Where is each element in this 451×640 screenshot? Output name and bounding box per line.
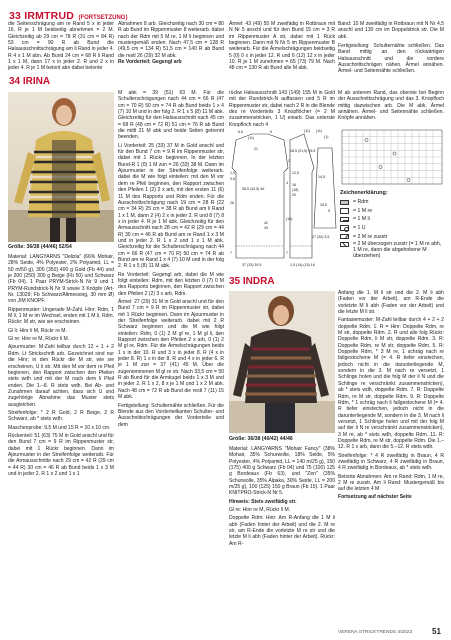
schem-label-2: 9	[270, 130, 272, 134]
page-header	[9, 6, 309, 20]
legend-label-u: = 1 U	[353, 225, 366, 232]
legend-label-rdm: = Rdm	[353, 199, 369, 206]
schem-label-12: (1)	[324, 135, 329, 139]
indra-betonte-abnahmen: Betonte Abnahmen: Am re Rand: Rdm, 1 M re, 2 M re zusstr. Am li Rand: Mustergemäß bis auf die letzten 4 M	[338, 473, 444, 493]
irina-size-caption: Größe: 36/38 (44/46) 52/54	[8, 244, 72, 250]
schem-label-23: 5	[328, 209, 330, 213]
schem-label-11: (11)	[316, 129, 323, 133]
page-title: 33 IRMTRUD	[9, 10, 75, 22]
indra-continued: Fortsetzung auf nächster Seite	[338, 493, 412, 500]
schem-label-20: 39	[264, 226, 268, 230]
schem-label-27: 1,5 (14) (15) 16	[290, 263, 315, 267]
legend-swatch-re	[340, 208, 349, 214]
indra-size-caption: Größe: 36/38 (40/42) 44/46	[229, 436, 293, 442]
schem-label-21: 33,5	[320, 203, 327, 207]
schem-label-1: (11)	[248, 136, 255, 140]
irina-rueckenteil: Rückenteil: 51 (63) 75 M in Gold anschl und für den Bund 7 cm = 9 R im Rippenmuster str, dabei mit 1 Rückr beginnen. Dann im Ajourmuster in der Streifenfolge weiterarb. Für die Armausschnitte nach 29 cm = 42 R (29 cm = 44 R) 30 cm = 46 R ab Bund beids 1 x 3 M und in jeder 2. R 1 x 2 und 1 x 1	[8, 432, 114, 477]
legend-item-2mre	[340, 232, 444, 241]
legend-item-rdm	[340, 198, 444, 207]
legend-label-re: = 1 M re	[353, 207, 373, 214]
irina-streifenfolge: Streifenfolge: * 2 R Gold, 2 R Beige, 2 R Schwarz, ab * stets wdh.	[8, 409, 114, 423]
schem-label-24: 7	[230, 251, 232, 255]
legend-label-2mre: = 2 M re zusstr	[353, 233, 388, 240]
indra-fantasiemuster: Fantasiemuster: M-Zahl teilbar durch 4 + 2 + 2 doppelte Rdm. 1. R = Hinr: Doppelte Rdm, re M str, doppelte Rdm. 2. R und alle folg Rückr: Doppelte Rdm, li M str, doppelte Rdm. 3. R: Doppelte Rdm, re M str, doppelte Rdm. 5. R: Doppelte Rdm, * 3 M re, 1 schräg nach re fallgestochene M (= 4. R tiefer einstechen, jedoch nicht in die darunterliegende M, sondern in die 3. M nach re versetzt, 1 Schlinge holen und die folg M der li N und die Schlinge re verschränkt zusammenstricken), ab * stets wdh, doppelte Rdm. 7. R: Doppelte Rdm, re M str, doppelte Rdm. 9. R: Doppelte Rdm, * 1 schräg nach li fallgestochene M (= 4. R tiefer einstechen, jedoch nicht in die darunterliegende M, sondern in die 3. M nach li versetzt, 1 Schlinge holen und mit der folg M auf der li N re verschränkt zusammenstricken), 3 M re, ab * stets wdh, doppelte Rdm. 11. R: Doppelte Rdm, re M str, doppelte Rdm. Die 1.–12. R 1 x arb, dann die 5.–12. R stets wdh.	[338, 317, 444, 451]
schem-label-3: 21	[254, 147, 258, 151]
indra-col-3	[338, 290, 444, 500]
irina-gl-re: Gl re: Hinr re M, Rückr li M.	[8, 336, 70, 343]
irina-re-vorderteil: Re Vorderteil: Gegengl arb, dabei die M wie folgt einteilen: Rdm, mit den letzten 0 (7) 0 M des Rapports beginnen, den Rapport zwischen den Pfeilen 2 (2) 3 x arb, Rdm.	[118, 271, 224, 297]
irina-rippenmuster: Rippenmuster: Ungerade M-Zahl. Hinr: Rdm, 1 M li, 1 M re im Wechsel, enden mit 1 M li, Rdm. Rückr: M str, wie sie erscheinen.	[8, 306, 114, 326]
legend-item-2mueb	[340, 241, 444, 259]
legend-swatch-li	[340, 217, 349, 223]
knitting-chart-grid	[340, 128, 444, 186]
top-col-2-bold: Re Vorderteil: Gegengl arb	[118, 59, 182, 66]
legend-label-li: = 1 M li	[353, 216, 370, 223]
legend-swatch-2mre	[340, 234, 349, 240]
irina-schematic	[228, 128, 338, 272]
legend-swatch-rdm	[340, 200, 349, 206]
section-title-irina: 34 IRINA	[9, 76, 51, 87]
schem-label-25: 7	[286, 251, 288, 255]
schem-label-5: 2	[288, 159, 290, 163]
schem-label-6: 38,5 (42,5) 46	[242, 187, 265, 191]
legend-item-li	[340, 215, 444, 224]
indra-streifenfolge: Streifenfolge: * 4 R zweifädig in Braun, 4 R zweifädig in Schwarz, 4 R zweifädig in Braun, 4 R zweifädig in Bordeaux, ab * stets wdh.	[338, 452, 444, 472]
irina-photo	[8, 92, 114, 242]
schem-label-15: 16	[292, 183, 296, 187]
schem-label-19: 42	[264, 221, 268, 225]
top-col-4-bold: Fertigstellung: Schulternähte schließen. Das Band mittig an den rückwärtigen Halsausschnitt und die vordere Ausschnittschrägen nähen. Ärmel annähen. Ärmel- und Seitennähte schließen.	[338, 43, 444, 75]
schem-label-14: 26	[230, 201, 234, 205]
indra-hinweis: Hinweis: Stets zweifädig str.	[229, 498, 297, 505]
irina-col-3-text: rückw Halsausschnitt 143 (149) 155 M in Gold mit der Rundstrick-N auffassen und 5 R im Rippenmuster str, dabei nach 2 R in die Blende des re Vorderteils 3 Knopflöcher (= 2 M zusammenstricken, 1 U) einarb. Das unterste Knopfloch nach 4	[229, 90, 335, 128]
page-number: 51	[432, 627, 441, 636]
irina-col2-a: M abk = 39 (51) 63 M. Für die Schulterschrägungen nach 44 cm = 66 R (47 cm = 70 R) 50 cm = 74 R ab Bund beids 1 x 4 (7) 10 M und in der folg 2. R 1 x 5 (8) 11 M abk. Gleichzeitig für den Halsausschnitt nach 45 cm = 68 R (48 cm = 72 R) 51 cm = 76 R ab Bund die mittl 21 M abk und beide Seiten getrennt beenden.	[118, 90, 224, 141]
schem-label-9: 12,5	[292, 171, 299, 175]
legend-swatch-2mueb	[340, 242, 349, 248]
indra-photo-image	[229, 291, 335, 433]
top-col-2-text: Abnahmen 8 arb. Gleichzeitig nach 30 cm = 80 R ab Bund im Rippenmuster 8 weiterarb. dabei nach der Rdm mit 5 M re, 1 M li beginnen und mustergemäß enden. Nach 47,5 cm = 128 R (49,5 cm = 134 R) 51,5 cm = 140 R ab Bund die restl 26 (29) 32 M abk.	[118, 21, 224, 59]
schem-label-13: 4	[286, 181, 288, 185]
top-col-4-text: Band: 10 M zweifädig in Rotbraun mit N Nr 4,5 anschl und 130 cm im Doppelstrick str. Die M abk.	[338, 21, 444, 40]
irina-col-2	[118, 90, 224, 428]
irina-material: Material: LANGYARNS "Delizia" (66% Mohair, 28% Seide, 4% Polyester, 2% Polyamid, LL = 50 m/50 g), 300 (350) 400 g Gold (Fb 44) und je 200 (250) 300 g Beige (Fb 50) und Schwarz (Fb 04). 1 Paar PRYM-Strick-N Nr 9 und 1 PRYM-Rundstrick-N Nr 9 sowie 3 Knöpfe (Art-Nr. 13029; Fb Schwarz/Altmessing, 30 mm Ø) von JIM KNOPF.	[8, 254, 114, 305]
irina-col-4-text: M ab unterem Rand, das oberste bei Beginn der Ausschnittschrägung und das 3. Knopfloch mittig dazwischen arb. Die M abk. Ärmel annähen. Ärmel- und Seitennähte schließen. Knöpfe annähen.	[338, 90, 444, 122]
schematic-drawing	[228, 128, 338, 272]
indra-gl-re: Gl re: Hinr re M, Rückr li M.	[229, 507, 291, 514]
schem-label-7: 1,5	[230, 171, 235, 175]
legend-item-re	[340, 207, 444, 216]
indra-photo	[229, 291, 335, 433]
schem-label-4: 18,5 (21,5) 25,5	[290, 149, 316, 153]
schem-label-26: 37 (33) 39,5	[242, 263, 262, 267]
irina-col-1	[8, 254, 114, 477]
indra-material: Material: LANGYARNS "Mohair Fancy" (38% Mohair, 35% Schurwolle, 18% Seide, 5% Polyester, 4% Polyamid, LL = 140 m/25 g), 150 (175) 400 g Schwarz (Fb 04) und 75 (100) 125 g Bordeaux (Fb 63), und "Zen" (35% Schurwolle, 35% Alpaka, 30% Seide, LL = 200 m/25 g), 100 (125) 150 g Braun (Fb 15). 1 Paar KNITPRO-Strick-N Nr 5.	[229, 446, 335, 497]
legend-item-u	[340, 224, 444, 233]
irina-maschenprobe: Maschenprobe: 9,5 M und 15 R = 10 x 10 cm.	[8, 424, 111, 431]
irina-ajourmuster: Ajourmuster: M-Zahl teilbar durch 12 + 1 + 2 Rdm. Lt Strickschrift arb. Gezeichnet sind nur die Hinr; in den Rückr die M str, wie sie erscheinen, U li str. Mit den M vor dem re Pfeil beginnen, den Rapport zwischen den Pfeilen stets wdh und mit der M nach dem li Pfeil enden. Die 1.–8. R stets wdh. Bei Ab- und Zunahmen darauf achten, dass sich U und zugehörige Abnahme das Muster stets ausgleichen.	[8, 344, 114, 408]
indra-col3-a: Anfang die 1. M li str und die 2. M li abh (Faden vor der Arbeit), am R-Ende die vorletzte M li abh (Faden vor der Arbeit) und die letzte M li str.	[338, 290, 444, 316]
schem-label-22: (10)	[286, 217, 293, 221]
legend-title: Zeichenerklärung:	[340, 190, 388, 196]
footer-brand: VERENA STRICKTRENDS 4/2023	[338, 630, 413, 635]
top-col-2	[118, 21, 224, 65]
top-col-4	[338, 21, 444, 75]
irina-aermel: Ärmel: 27 (29) 31 M in Gold anschl und für den Bund 7 cm = 9 R im Rippenmuster str, dabei mit 1 Rückr beginnen. Dann im Ajourmuster in der Streifenfolge weiterarb. dabei mit 2 R Schwarz beginnen und die M wie folgt einteilen: Rdm, 0 (1) 2 M gl re, 1 M gl li, den Rapport zwischen den Pfeilen 2 x arb, 0 (1) 2 M gl re, Rdm. Für die Ärmelschrägungen beids 1 x in der 10. R und 3 x in jeder 8. R (4 x in jeder 8. R) 1 x in der 8. R und 4 x in jeder 6. R je 1 M zun = 37 (41) 45 M. Über die zugenommenen M gl re str. Nach 33,5 cm = 50 R ab Bund für die Armkugel beids 1 x 3 M und in jeder 2. R 1 x 2, 8 x je 1 M und 1 x 2 M abk. Nach 48 cm = 72 R ab Bund die restl 7 (11) 15 M abk.	[118, 299, 224, 401]
chart-legend	[340, 190, 444, 259]
schem-label-10: (11)	[304, 129, 311, 133]
irina-li-vorderteil: Li Vorderteil: 25 (33) 37 M in Gold anschl und für den Bund 7 cm = 9 R im Rippenmuster str, dabei mit 1 Rückr beginnen. In der letzten Bund-R 1 (0) 1 M zun = 26 (33) 38 M. Dann im Ajourmuster in der Streifenfolge weiterarb. dabei die M wie folgt einteilen: mit den M vor dem re Pfeil beginnen, den Rapport zwischen den Pfeilen 1 (2) 2 x arb, mit den ersten 11 (6) 11 M des Rapports und Rdm enden. Für die Ausschnittschrägung nach 19 cm = 28 R (22 cm = 34 R) 25 cm = 38 R ab Bund am li Rand 1 x 1 M, dann 2 (4) 2 x in jeder 2. R und 8 (7) 8 x in jeder 4. R je 1 M abk. Gleichzeitig für den Armausschnitt nach 28 cm = 42 R (29 cm = 44 R) 30 cm = 46 R ab Bund am re Rand 1 x 3 M und in jeder 2. R 1 x 2 und 1 x 1 M abk. Gleichzeitig für die Schulterschrägung nach 44 cm = 66 R (47 cm = 70 R) 50 cm = 74 R ab Bund am re Rand 1 x 4 (7) 10 M und in der folg 2. R 1 x 5 (8) 11 M abk.	[118, 142, 224, 270]
irina-photo-image	[8, 92, 114, 242]
irina-gl-li: Gl li: Hinr li M, Rückr re M.	[8, 327, 67, 334]
page-subtitle: (FORTSETZUNG)	[78, 15, 128, 21]
section-title-indra: 35 INDRA	[229, 276, 275, 287]
indra-doppelte-rdm: Doppelte Rdm: Hinr: Am R-Anfang die 1 M li abh (Faden hinter der Arbeit) und die 2. M re str, am R-Ende die vorletzte M re str und die letzte M li abh (Faden hinter der Arbeit). Rückr: Am R-	[229, 515, 335, 547]
schem-label-18: 14,5	[318, 175, 325, 179]
legend-swatch-u	[340, 225, 349, 231]
top-col-1: die Seitenschrägung am re Rand 5 x in jeder 16. R je 1 M beidseitig abnehmen = 2 M. Gleichzeitig ab 29 cm = 78 R (31 cm = 84 R) 53 cm = 90 R ab Bund die Halsausschnittschrägung am li Rand in jeder 4. R 4 x 1 M abn. Ab Bund 24 cm = 68 R li Rand 1 x 1 M, dann 17 x in jeder 2. R und 2 x in jeder 4. R je 1 M betont abn dabei betonte	[8, 21, 114, 72]
schem-label-17: 20	[292, 193, 296, 197]
knitting-chart	[340, 128, 444, 186]
indra-col-2	[229, 446, 335, 547]
irina-fertigstellung: Fertigstellung: Schulternähte schließen. Für die Blende aus den Vorderteilkanten Schulter- und Ausschnittschrägungen der Vorderteile und dem	[118, 402, 224, 428]
schem-label-0: 6,5	[238, 130, 243, 134]
legend-label-2mueb: = 2 M überzogen zusstr (= 1 M re abh, 1 M re, dann die abgehobene M überziehen)	[353, 240, 442, 259]
schem-label-8: 0,5	[230, 177, 235, 181]
schem-label-16: (18)	[292, 188, 299, 192]
schem-label-28: 27 (30) 3,5	[312, 235, 330, 239]
top-col-3: Ärmel: 43 (49) 55 M zweifädig in Rotbraun mit N Nr 5 anschl und für den Bund 15 cm = 3 R im Rippenmuster A str, dabei mit 1 Rück beginnen. Dann mit N Nr 5 im Rippenmuster B weiterarb. Für die Ärmelschrägungen beidseitig 5 (0) 0 x in jeder 12. R und 6 (12) 12 x in jeder 10. R je 1 M zunehmen = 65 (73) 79 M. Nach 48 cm = 130 R ab Bund alle M abk.	[229, 21, 335, 72]
